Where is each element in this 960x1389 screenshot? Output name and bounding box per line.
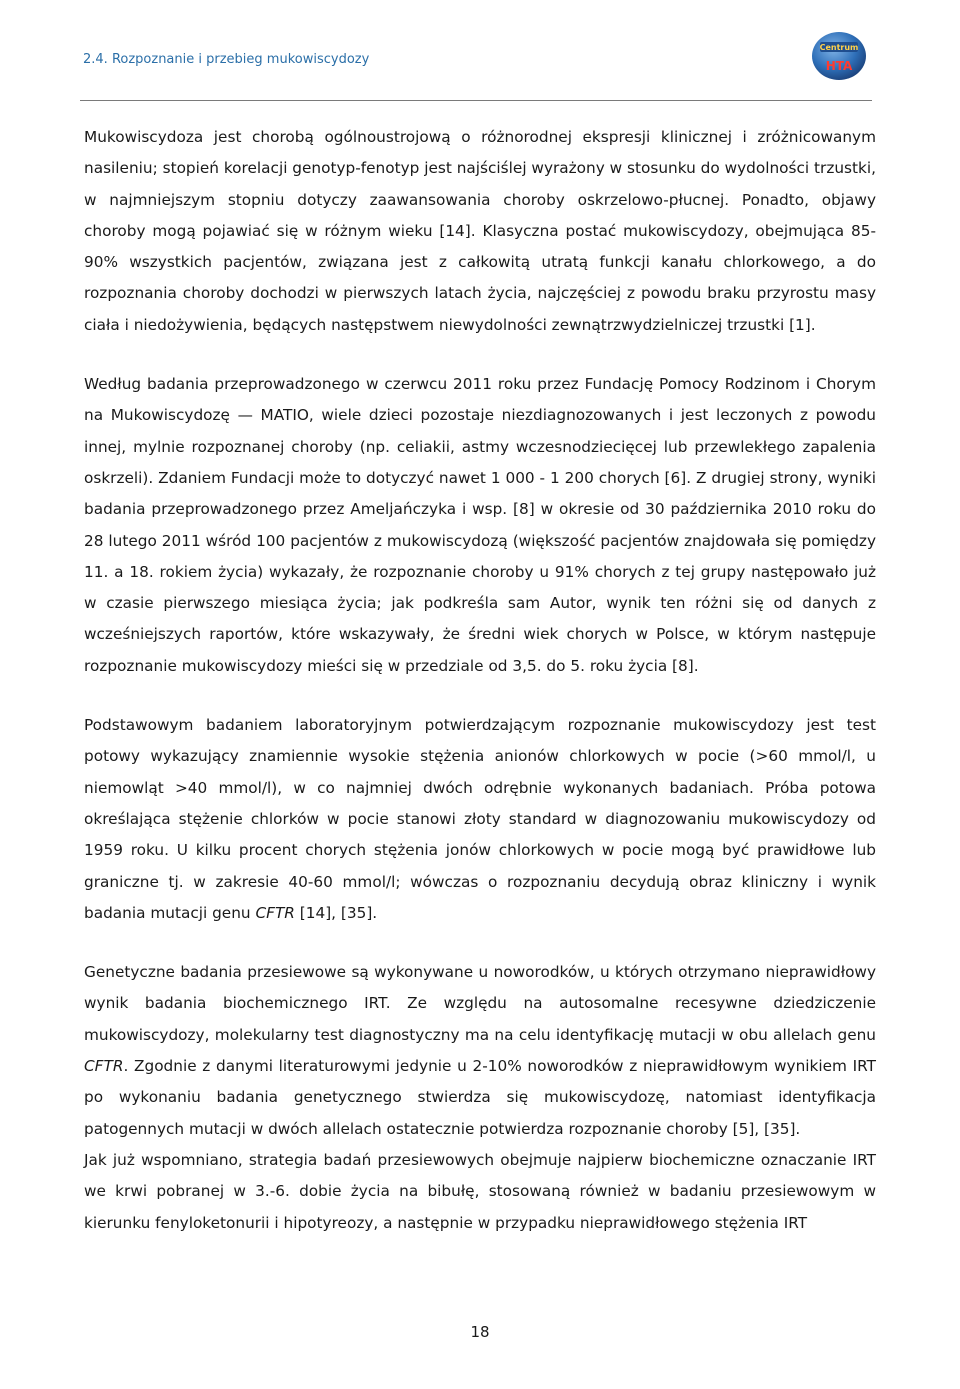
gene-name-cftr-2: CFTR (84, 1057, 124, 1076)
logo-text-top: Centrum (819, 43, 859, 52)
paragraph-4 (84, 957, 876, 1145)
running-header: 2.4. Rozpoznanie i przebieg mukowiscydozy (83, 52, 370, 67)
document-body (84, 122, 876, 1239)
paragraph-4-text-a: Genetyczne badania przesiewowe są wykonywane u noworodków, u których otrzymano nieprawidłowy wynik badania biochemicznego IRT. Ze względu na autosomalne recesywne dziedziczenie mukowiscydozy, molekularny test diagnostyczny ma na celu identyfikację mutacji w obu allelach genu (84, 963, 876, 1044)
paragraph-3-text-a: Podstawowym badaniem laboratoryjnym potwierdzającym rozpoznanie mukowiscydozy jest test potowy wykazujący znamiennie wysokie stężenia anionów chlorkowych w pocie (>60 mmol/l, u niemowląt >40 mmol/l), w co najmniej dwóch odrębnie wykonanych badaniach. Próba potowa określająca stężenie chlorków w pocie stanowi złoty standard w diagnozowaniu mukowiscydozy od 1959 roku. U kilku procent chorych stężenia jonów chlorkowych w pocie mogą być prawidłowe lub graniczne tj. w zakresie 40-60 mmol/l; wówczas o rozpoznaniu decydują obraz kliniczny i wynik badania mutacji genu (84, 716, 876, 922)
paragraph-2: Według badania przeprowadzonego w czerwcu 2011 roku przez Fundację Pomocy Rodzinom i Chorym na Mukowiscydozę — MATIO, wiele dzieci pozostaje niezdiagnozowanych i jest leczonych z powodu innej, mylnie rozpoznanej choroby (np. celiakii, astmy wczesnodziecięcej lub przewlekłego zapalenia oskrzeli). Zdaniem Fundacji może to dotyczyć nawet 1 000 - 1 200 chorych [6]. Z drugiej strony, wyniki badania przeprowadzonego przez Ameljańczyka i wsp. [8] w okresie od 30 października 2010 roku do 28 lutego 2011 wśród 100 pacjentów z mukowiscydozą (większość pacjentów znajdowała się pomiędzy 11. a 18. rokiem życia) wykazały, że rozpoznanie choroby u 91% chorych z tej grupy następowało już w czasie pierwszego miesiąca życia; jak podkreśla sam Autor, wynik ten różni się od danych z wcześniejszych raportów, które wskazywały, że średni wiek chorych w Polsce, w którym następuje rozpoznanie mukowiscydozy mieści się w przedziale od 3,5. do 5. roku życia [8]. (84, 375, 876, 675)
page-number: 18 (470, 1323, 490, 1341)
paragraph-3-text-b: [14], [35]. (294, 903, 378, 922)
header-divider (80, 100, 872, 101)
paragraph-5: Jak już wspomniano, strategia badań przesiewowych obejmuje najpierw biochemiczne oznaczanie IRT we krwi pobranej w 3.-6. dobie życia na bibułę, stosowaną również w badaniu przesiewowym w kierunku fenyloketonurii i hipotyreozy, a następnie w przypadku nieprawidłowego stężenia IRT (84, 1150, 876, 1232)
logo-text-bottom: HTA (825, 59, 853, 73)
paragraph-4-text-b: . Zgodnie z danymi literaturowymi jedynie u 2-10% noworodków z nieprawidłowym wynikiem IRT po wykonaniu badania genetycznego stwierdza się mukowiscydozę, natomiast identyfikacja patogennych mutacji w dwóch allelach ostatecznie potwierdza rozpoznanie choroby [5], [35]. (84, 1057, 876, 1138)
paragraph-3 (84, 710, 876, 929)
paragraph-1: Mukowiscydoza jest chorobą ogólnoustrojową o różnorodnej ekspresji klinicznej i zróżnicowanym nasileniu; stopień korelacji genotyp-fenotyp jest najściślej wyrażony w stosunku do wydolności trzustki, w najmniejszym stopniu dotyczy zaawansowania choroby oskrzelowo-płucnej. Ponadto, objawy choroby mogą pojawiać się w różnym wieku [14]. Klasyczna postać mukowiscydozy, obejmująca 85-90% wszystkich pacjentów, związana jest z całkowitą utratą funkcji kanału chlorkowego, a do rozpoznania choroby dochodzi w pierwszych latach życia, najczęściej z powodu braku przyrostu masy ciała i niedożywienia, będących następstwem niewydolności zewnątrzwydzielniczej trzustki [1]. (84, 128, 876, 334)
gene-name-cftr: CFTR (255, 903, 295, 922)
centrum-hta-logo (810, 30, 868, 82)
